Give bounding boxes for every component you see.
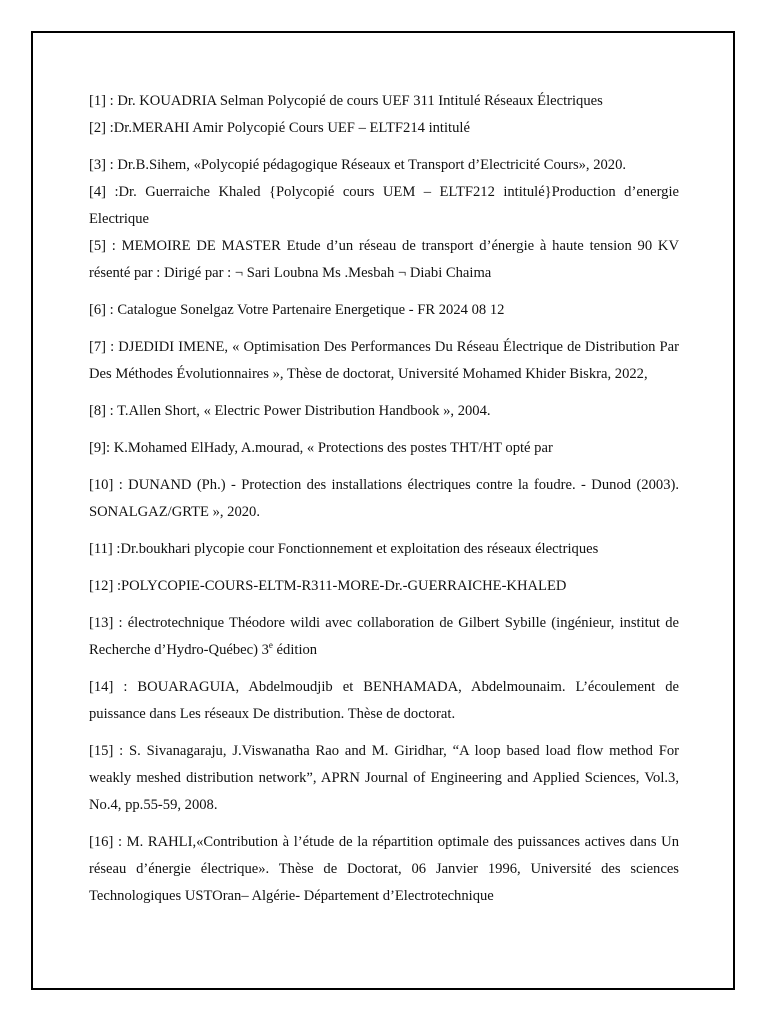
reference-11: [11] :Dr.boukhari plycopie cour Fonctionnement et exploitation des réseaux électriques <box>89 541 599 557</box>
reference-15: [15] : S. Sivanagaraju, J.Viswanatha Rao and M. Giridhar, “A loop based load flow method For weakly meshed distribution network”, APRN Journal of Engineering and Applied Sciences, Vol.3, No.4, pp.55-59, 2008. <box>89 743 679 813</box>
reference-10: [10] : DUNAND (Ph.) - Protection des installations électriques contre la foudre. - Dunod (2003). SONALGAZ/GRTE », 2020. <box>89 477 679 520</box>
reference-5: [5] : MEMOIRE DE MASTER Etude d’un réseau de transport d’énergie à haute tension 90 KV résenté par : Dirigé par : ¬ Sari Loubna Ms .Mesbah ¬ Diabi Chaima <box>89 238 679 281</box>
reference-list <box>89 88 679 920</box>
reference-1: [1] : Dr. KOUADRIA Selman Polycopié de cours UEF 311 Intitulé Réseaux Électriques <box>89 93 603 109</box>
reference-12: [12] :POLYCOPIE-COURS-ELTM-R311-MORE-Dr.-GUERRAICHE-KHALED <box>89 578 567 594</box>
reference-6: [6] : Catalogue Sonelgaz Votre Partenaire Energetique - FR 2024 08 12 <box>89 302 505 318</box>
reference-13-text: [13] : électrotechnique Théodore wildi avec collaboration de Gilbert Sybille (ingénieur, institut de Recherche d’Hydro-Québec) 3 <box>89 615 679 658</box>
reference-14: [14] : BOUARAGUIA, Abdelmoudjib et BENHAMADA, Abdelmounaim. L’écoulement de puissance dans Les réseaux De distribution. Thèse de doctorat. <box>89 679 679 722</box>
reference-8: [8] : T.Allen Short, « Electric Power Distribution Handbook », 2004. <box>89 403 491 419</box>
reference-16: [16] : M. RAHLI,«Contribution à l’étude de la répartition optimale des puissances actives dans Un réseau d’énergie électrique». Thèse de Doctorat, 06 Janvier 1996, Université des sciences Technologiques USTOran– Algérie- Département d’Electrotechnique <box>89 834 679 904</box>
reference-4: [4] :Dr. Guerraiche Khaled {Polycopié cours UEM – ELTF212 intitulé}Production d’energie Electrique <box>89 184 679 227</box>
reference-7: [7] : DJEDIDI IMENE, « Optimisation Des Performances Du Réseau Électrique de Distribution Par Des Méthodes Évolutionnaires », Thèse de doctorat, Université Mohamed Khider Biskra, 2022, <box>89 339 679 382</box>
reference-2: [2] :Dr.MERAHI Amir Polycopié Cours UEF – ELTF214 intitulé <box>89 120 470 136</box>
reference-13 <box>89 610 679 664</box>
reference-9: [9]: K.Mohamed ElHady, A.mourad, « Protections des postes THT/HT opté par <box>89 440 553 456</box>
reference-13-superscript: e <box>268 640 273 651</box>
reference-13-tail: édition <box>272 642 318 658</box>
reference-3: [3] : Dr.B.Sihem, «Polycopié pédagogique Réseaux et Transport d’Electricité Cours», 2020. <box>89 157 627 173</box>
